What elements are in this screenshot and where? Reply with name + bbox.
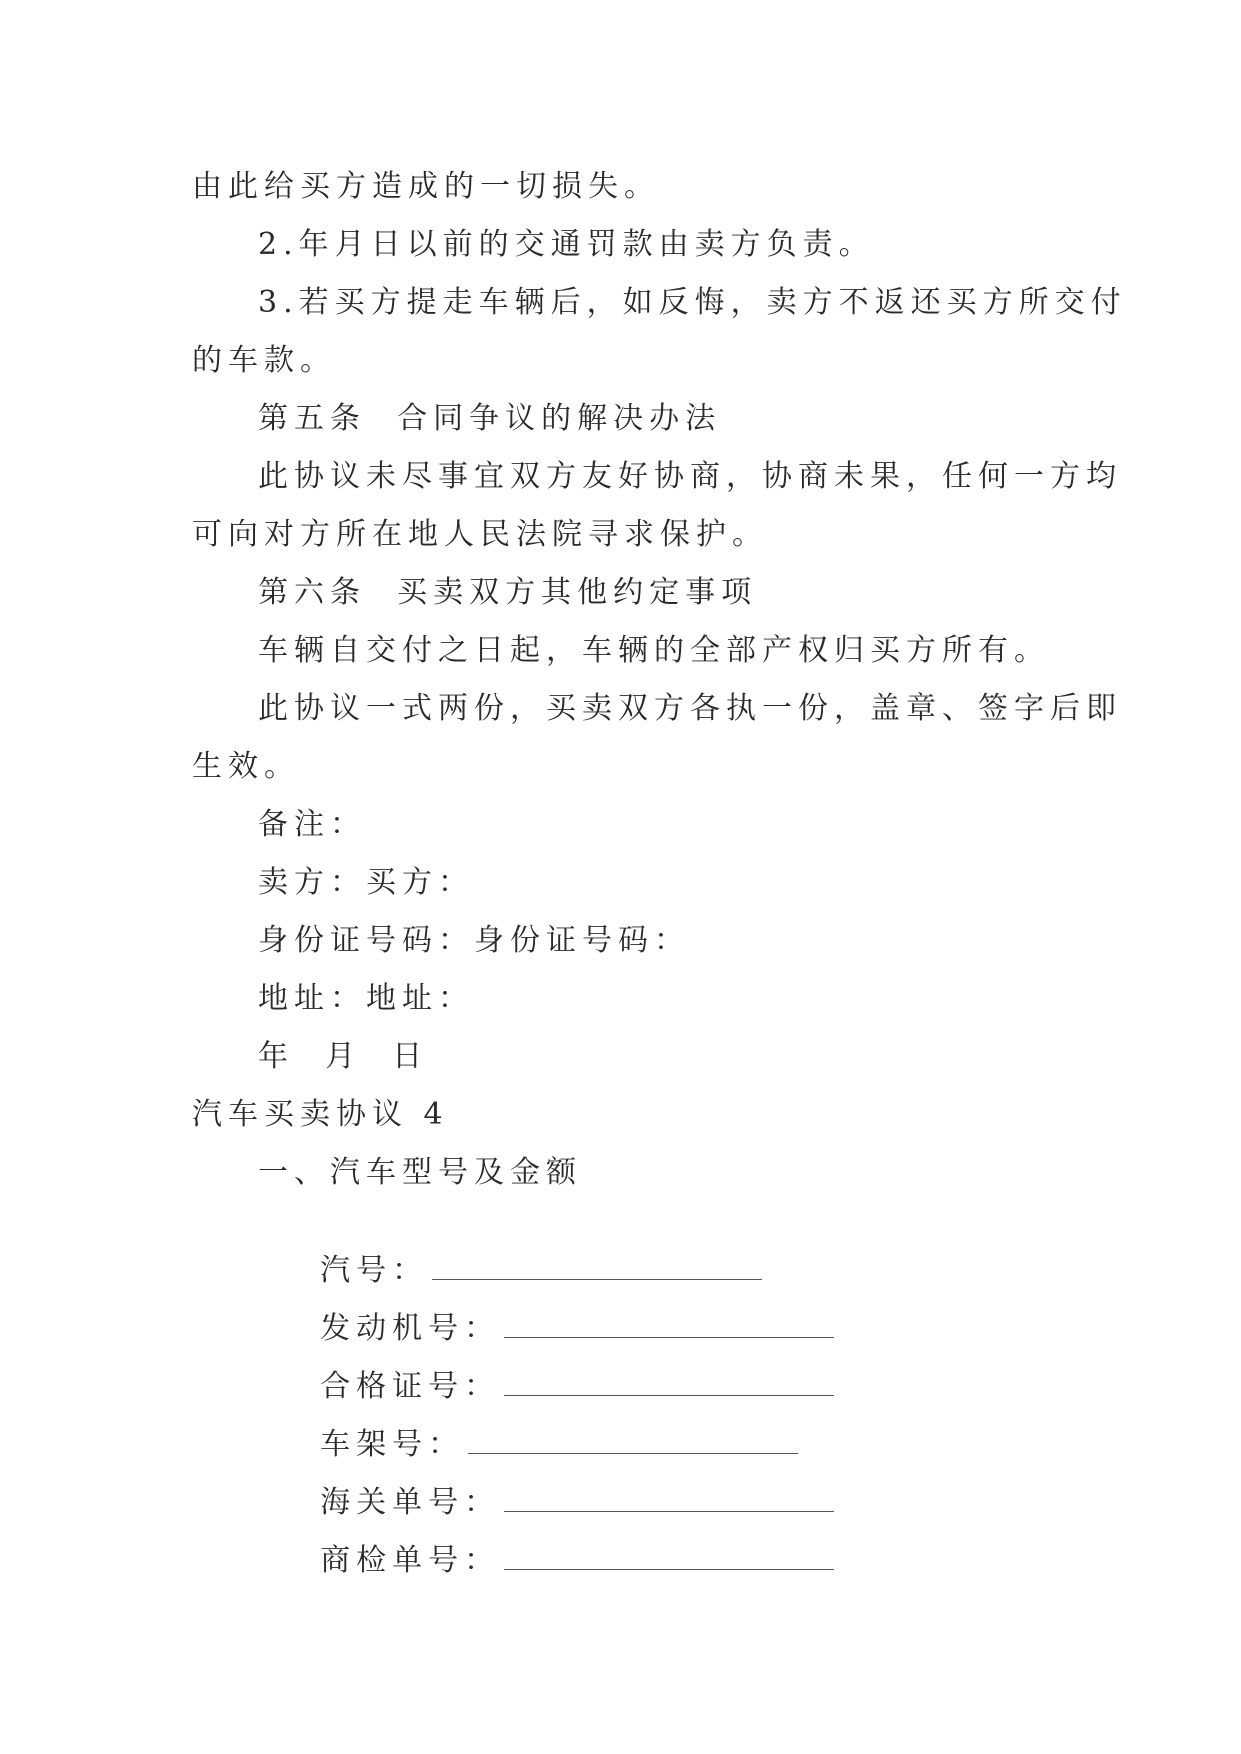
form-field-row (258, 1327, 834, 1404)
paragraph-line: 此协议一式两份，买卖双方各执一份，盖章、签字后即 (258, 691, 1122, 726)
paragraph-line: 3.若买方提走车辆后，如反悔，卖方不返还买方所交付 (258, 285, 1127, 320)
paragraph-line: 的车款。 (192, 343, 336, 378)
address-label: 地址：地址： (258, 981, 474, 1016)
paragraph-line: 车辆自交付之日起，车辆的全部产权归买方所有。 (258, 633, 1050, 668)
id-number-label: 身份证号码：身份证号码： (258, 923, 690, 958)
section-heading: 第六条 买卖双方其他约定事项 (258, 575, 758, 610)
field-label: 商检单号： (320, 1543, 501, 1578)
form-field-row (258, 1211, 762, 1288)
field-label: 发动机号： (320, 1311, 501, 1346)
field-label: 合格证号： (320, 1369, 501, 1404)
section-heading: 第五条 合同争议的解决办法 (258, 401, 722, 436)
paragraph-line: 2.年月日以前的交通罚款由卖方负责。 (258, 227, 875, 262)
field-label: 海关单号： (320, 1485, 501, 1520)
field-label: 汽号： (320, 1253, 429, 1288)
date-line: 年 月 日 (258, 1039, 429, 1074)
paragraph-line: 由此给买方造成的一切损失。 (192, 169, 660, 204)
party-label: 卖方：买方： (258, 865, 474, 900)
section-heading: 一、汽车型号及金额 (258, 1155, 582, 1190)
form-field-row (258, 1385, 798, 1462)
paragraph-line: 生效。 (192, 749, 300, 784)
remarks-label: 备注： (258, 807, 366, 842)
paragraph-line: 此协议未尽事宜双方友好协商，协商未果，任何一方均 (258, 459, 1122, 494)
fill-in-blank (504, 1543, 834, 1570)
form-field-row (258, 1443, 834, 1520)
paragraph-line: 可向对方所在地人民法院寻求保护。 (192, 517, 768, 552)
field-label: 车架号： (320, 1427, 465, 1462)
form-field-row (258, 1501, 834, 1578)
form-field-row (258, 1269, 834, 1346)
document-title: 汽车买卖协议 4 (192, 1097, 449, 1132)
